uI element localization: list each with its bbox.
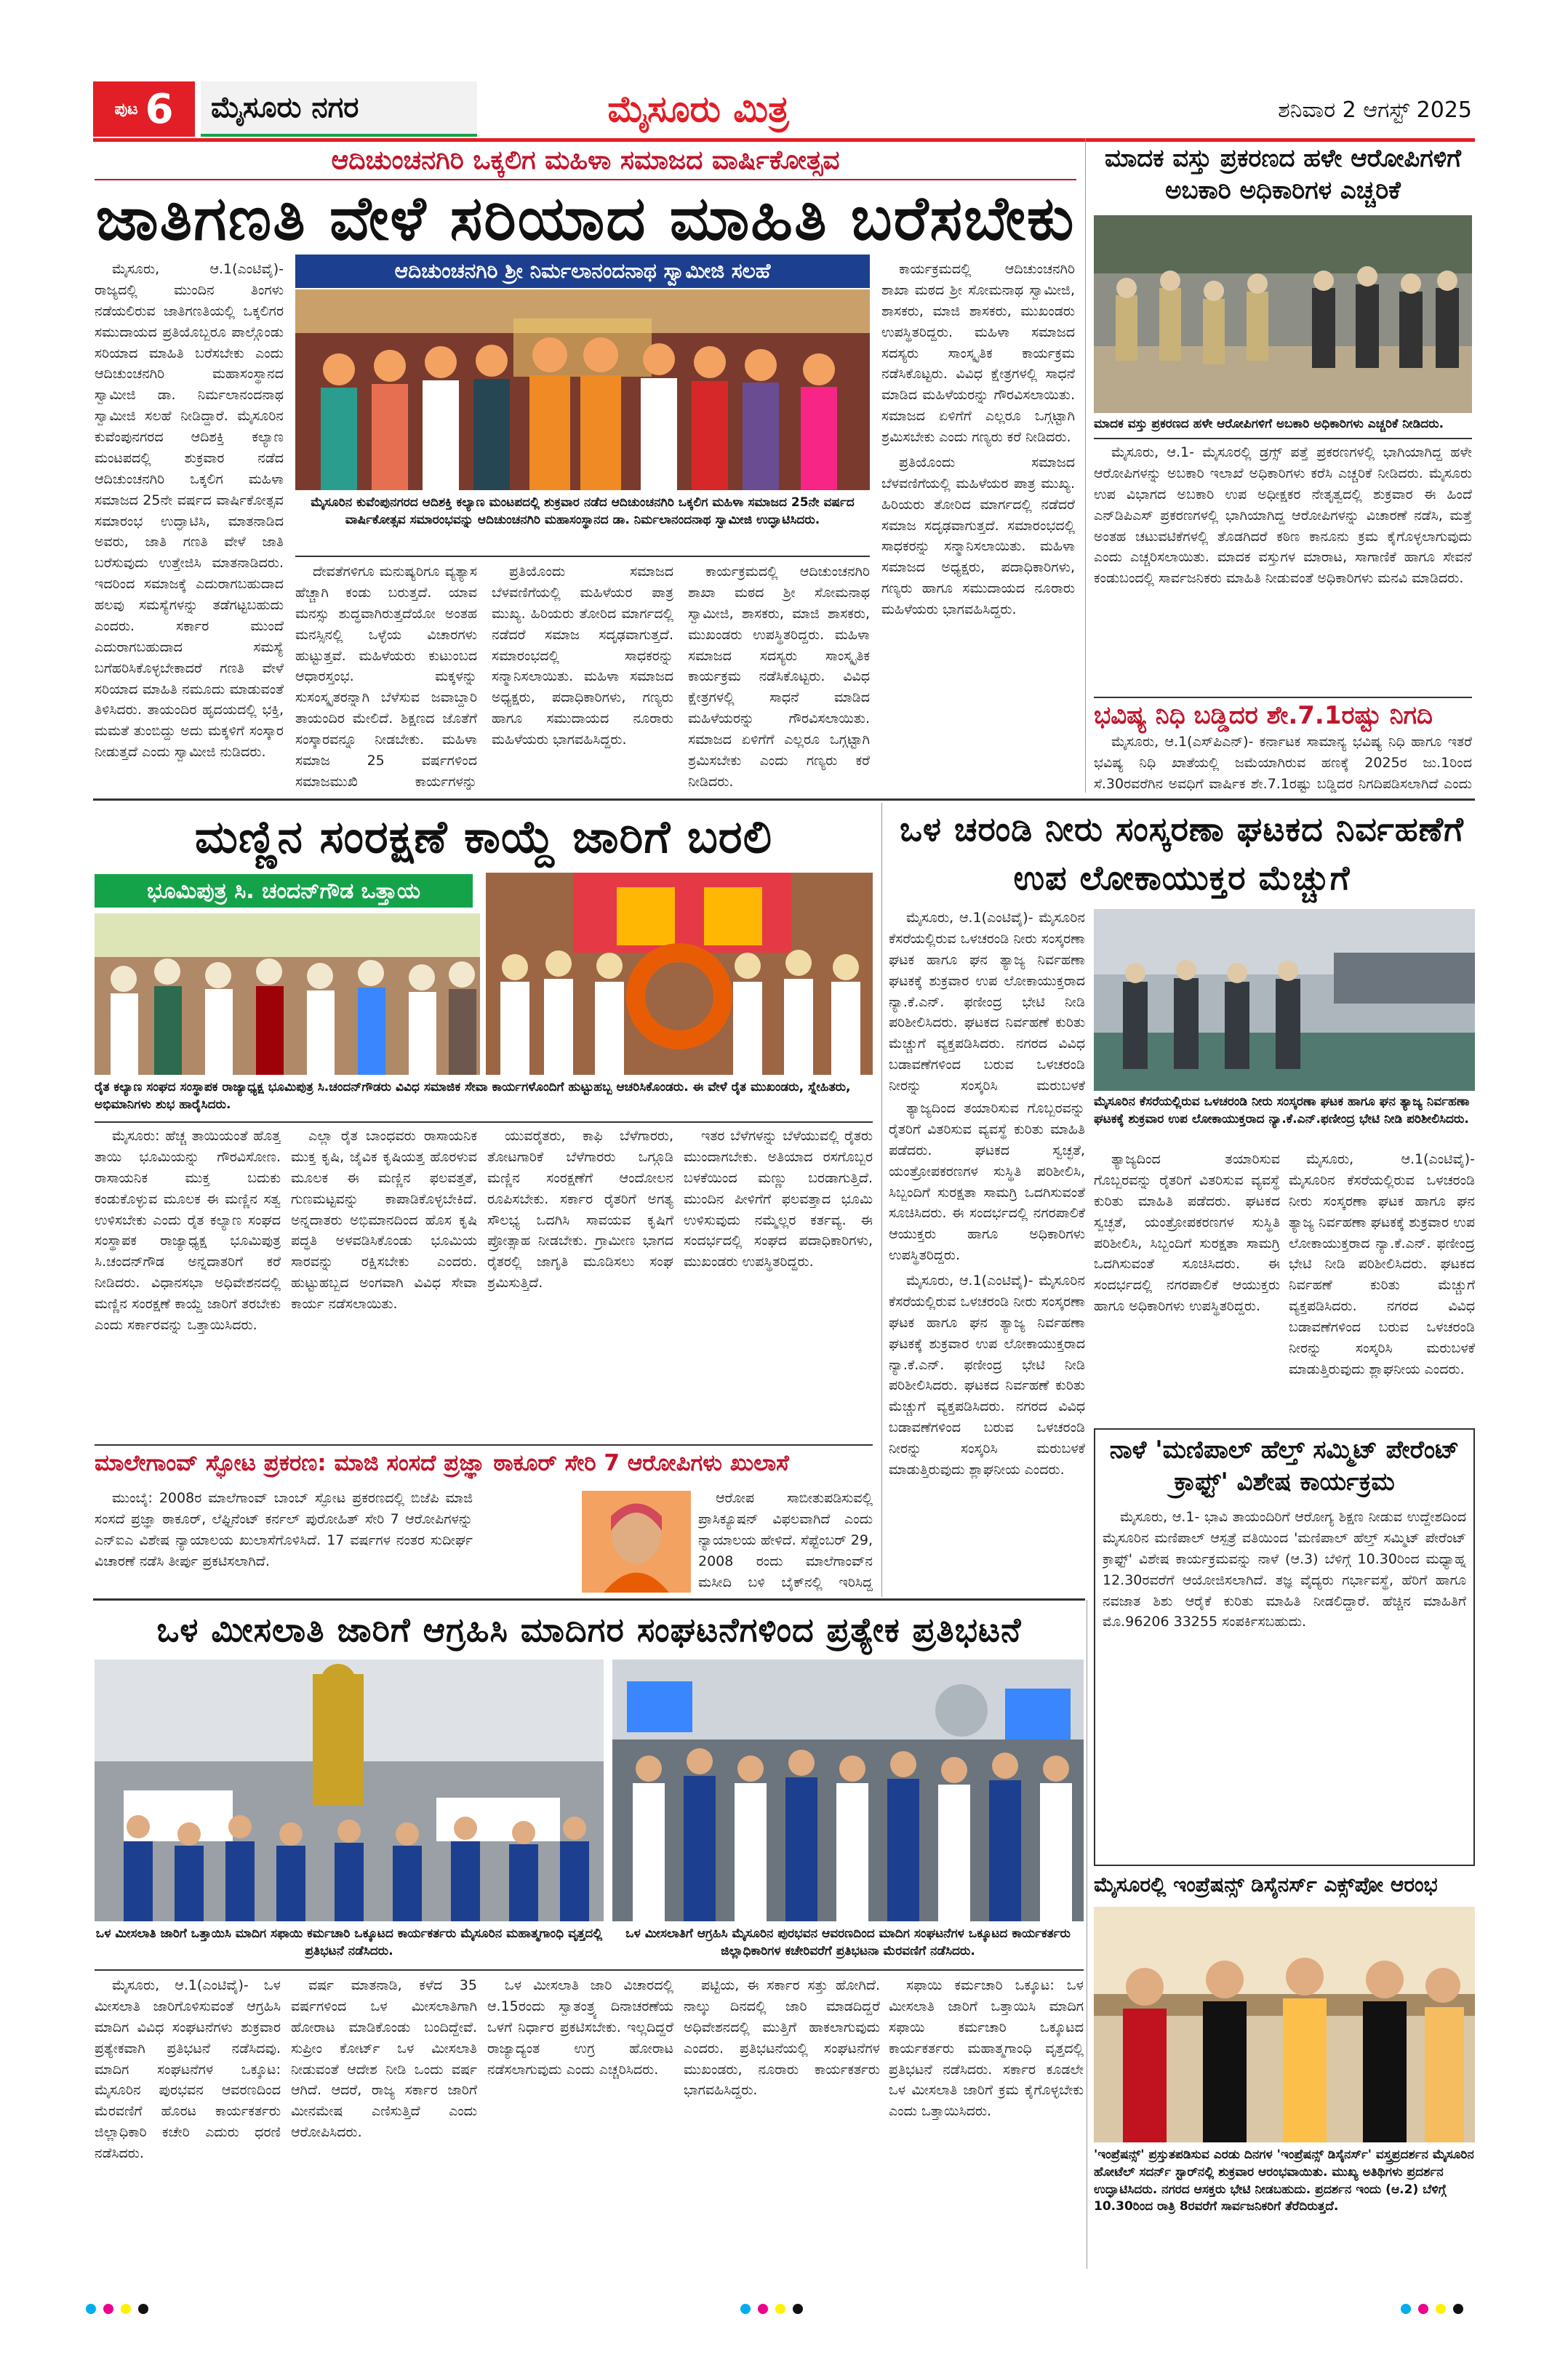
malegaon-col1-text: ಮುಂಬೈ: 2008ರ ಮಾಲೆಗಾಂವ್ ಬಾಂಬ್ ಸ್ಫೋಟ ಪ್ರಕರಣದಲ್ಲಿ ಬಿಜೆಪಿ ಮಾಜಿ ಸಂಸದೆ ಪ್ರಜ್ಞಾ ಠಾಕೂರ್, ಲೆಫ್ಟಿನೆಂಟ್ ಕರ್ನಲ್ ಪುರೋಹಿತ್ ಸೇರಿ 7 ಆರೋಪಿಗಳನ್ನು ಎನ್‌ಐಎ ವಿಶೇಷ ನ್ಯಾಯಾಲಯ ಖುಲಾಸೆಗೊಳಿಸಿದೆ. 17 ವರ್ಷಗಳ ನಂತರ ಸುದೀರ್ಘ ವಿಚಾರಣೆ ನಡೆಸಿ ತೀರ್ಪು ಪ್ರಕಟಿಸಲಾಗಿದೆ. [95,1490,473,1569]
excise-headline: ಮಾದಕ ವಸ್ತು ಪ್ರಕರಣದ ಹಳೇ ಆರೋಪಿಗಳಿಗೆ ಅಬಕಾರಿ ಅಧಿಕಾರಿಗಳ ಎಚ್ಚರಿಕೆ [1104,144,1462,206]
stp-headline: ಒಳ ಚರಂಡಿ ನೀರು ಸಂಸ್ಕರಣಾ ಘಟಕದ ನಿರ್ವಹಣೆಗೆ ಉಪ ಲೋಕಾಯುಕ್ತರ ಮೆಚ್ಚುಗೆ [900,809,1464,897]
reservation-photo-2 [612,1660,1084,1921]
reservation-caption-rule [95,1969,1084,1971]
reservation-col4-text: ಪಟ್ಟಿಯ, ಈ ಸರ್ಕಾರ ಸತ್ತು ಹೋಗಿದೆ. ನಾಲ್ಕು ದಿನದಲ್ಲಿ ಜಾರಿ ಮಾಡದಿದ್ದರೆ ಅಧಿವೇಶನದಲ್ಲಿ ಮುತ್ತಿಗೆ ಹಾಕಲಾಗುವುದು ಎಂದರು. ಪ್ರತಿಭಟನೆಯಲ್ಲಿ ಸಂಘಟನೆಗಳ ಮುಖಂಡರು, ನೂರಾರು ಕಾರ್ಯಕರ್ತರು ಭಾಗವಹಿಸಿದ್ದರು. [684,1977,880,2099]
excise-photo [1094,215,1472,413]
lead-col1-text: ಮೈಸೂರು, ಆ.1(ಎಂಟಿವೈ)- ರಾಜ್ಯದಲ್ಲಿ ಮುಂದಿನ ತಿಂಗಳು ನಡೆಯಲಿರುವ ಜಾತಿಗಣತಿಯಲ್ಲಿ ಒಕ್ಕಲಿಗರ ಸಮುದಾಯದ ಪ್ರತಿಯೊಬ್ಬರೂ ಪಾಲ್ಗೊಂಡು ಸರಿಯಾದ ಮಾಹಿತಿ ಬರೆಸಬೇಕು ಎಂದು ಆದಿಚುಂಚನಗಿರಿ ಮಹಾಸಂಸ್ಥಾನದ ಸ್ವಾಮೀಜಿ ಡಾ. ನಿರ್ಮಲಾನಂದನಾಥ ಸ್ವಾಮೀಜಿ ಸಲಹೆ ನೀಡಿದ್ದಾರೆ. ಮೈಸೂರಿನ ಕುವೆಂಪುನಗರದ ಆದಿಶಕ್ತಿ ಕಲ್ಯಾಣ ಮಂಟಪದಲ್ಲಿ ಶುಕ್ರವಾರ ನಡೆದ ಆದಿಚುಂಚನಗಿರಿ ಒಕ್ಕಲಿಗ ಮಹಿಳಾ ಸಮಾಜದ 25ನೇ ವರ್ಷದ ವಾರ್ಷಿಕೋತ್ಸವ ಸಮಾರಂಭ ಉದ್ಘಾಟಿಸಿ, ಮಾತನಾಡಿದ ಅವರು, ಜಾತಿ ಗಣತಿ ವೇಳೆ ಜಾತಿ ಬರೆಸುವುದು ಉತ್ತೇಜಿಸಿ ಮಾತನಾಡಿದರು. ಇದರಿಂದ ಸಮಾಜಕ್ಕೆ ಎದುರಾಗಬಹುದಾದ ಹಲವು ಸಮಸ್ಯೆಗಳನ್ನು ತಡೆಗಟ್ಟಬಹುದು ಎಂದರು. ಸರ್ಕಾರ ಮುಂದೆ ಎದುರಾಗಬಹುದಾದ ಸಮಸ್ಯೆ ಬಗೆಹರಿಸಿಕೊಳ್ಳಬೇಕಾದರೆ ಗಣತಿ ವೇಳೆ ಸರಿಯಾದ ಮಾಹಿತಿ ನಮೂದು ಮಾಡುವಂತೆ ತಿಳಿಸಿದರು. ತಾಯಂದಿರ ಹೃದಯದಲ್ಲಿ ಭಕ್ತಿ, ಮಮತೆ ತುಂಬಿದ್ದು ಅದು ಮಕ್ಕಳಿಗೆ ಸಂಸ್ಕಾರ ನೀಡುತ್ತದೆ ಎಂದು ಸ್ವಾಮೀಜಿ ನುಡಿದರು. [95,261,284,761]
expo-headline: ಮೈಸೂರಲ್ಲಿ ಇಂಪ್ರೆಷನ್ಸ್ ಡಿಸೈನರ್ಸ್ ಎಕ್ಸ್‌ಪೋ ಆರಂಭ [1094,1873,1438,1897]
lead-subhead: ಆದಿಚುಂಚನಗಿರಿ ಶ್ರೀ ನಿರ್ಮಲಾನಂದನಾಥ ಸ್ವಾಮೀಜಿ ಸಲಹೆ [295,255,870,288]
reservation-col3-text: ಒಳ ಮೀಸಲಾತಿ ಜಾರಿ ವಿಚಾರದಲ್ಲಿ ಆ.15ರಂದು ಸ್ವಾತಂತ್ರ್ಯ ದಿನಾಚರಣೆಯ ಒಳಗೆ ನಿರ್ಧಾರ ಪ್ರಕಟಿಸಬೇಕು. ಇಲ್ಲದಿದ್ದರೆ ರಾಜ್ಯಾದ್ಯಂತ ಉಗ್ರ ಹೋರಾಟ ನಡೆಸಲಾಗುವುದು ಎಂದು ಎಚ್ಚರಿಸಿದರು. [487,1977,673,2078]
excise-body-text: ಮೈಸೂರು, ಆ.1- ಮೈಸೂರಲ್ಲಿ ಡ್ರಗ್ಸ್ ಪತ್ತೆ ಪ್ರಕರಣಗಳಲ್ಲಿ ಭಾಗಿಯಾಗಿದ್ದ ಹಳೇ ಆರೋಪಿಗಳನ್ನು ಅಬಕಾರಿ ಇಲಾಖೆ ಅಧಿಕಾರಿಗಳು ಕರೆಸಿ ಎಚ್ಚರಿಕೆ ನೀಡಿದರು. ಮೈಸೂರು ಉಪ ವಿಭಾಗದ ಅಬಕಾರಿ ಉಪ ಅಧೀಕ್ಷಕರ ನೇತೃತ್ವದಲ್ಲಿ ಶುಕ್ರವಾರ ಈ ಹಿಂದೆ ಎನ್‌ಡಿಪಿಎಸ್ ಪ್ರಕರಣಗಳಲ್ಲಿ ಭಾಗಿಯಾಗಿದ್ದ ಆರೋಪಿಗಳನ್ನು ವಿಚಾರಣೆ ನಡೆಸಿ, ಮತ್ತೆ ಅಂತಹ ಚಟುವಟಿಕೆಗಳಲ್ಲಿ ತೊಡಗಿದರೆ ಕಠಿಣ ಕಾನೂನು ಕ್ರಮ ಕೈಗೊಳ್ಳಲಾಗುವುದು ಎಂದು ಎಚ್ಚರಿಸಲಾಯಿತು. ಮಾದಕ ವಸ್ತುಗಳ ಮಾರಾಟ, ಸಾಗಾಣಿಕೆ ಹಾಗೂ ಸೇವನೆ ಕಂಡುಬಂದಲ್ಲಿ ಸಾರ್ವಜನಿಕರು ಮಾಹಿತಿ ನೀಡುವಂತೆ ಅಧಿಕಾರಿಗಳು ಮನವಿ ಮಾಡಿದರು. [1094,444,1472,587]
pf-body [1094,732,1472,794]
stp-body4-text: ಮೈಸೂರು, ಆ.1(ಎಂಟಿವೈ)- ಮೈಸೂರಿನ ಕೆಸರೆಯಲ್ಲಿರುವ ಒಳಚರಂಡಿ ನೀರು ಸಂಸ್ಕರಣಾ ಘಟಕ ಹಾಗೂ ಘನ ತ್ಯಾಜ್ಯ ನಿರ್ವಹಣಾ ಘಟಕಕ್ಕೆ ಶುಕ್ರವಾರ ಉಪ ಲೋಕಾಯುಕ್ತರಾದ ನ್ಯಾ.ಕೆ.ಎನ್. ಫಣೀಂದ್ರ ಭೇಟಿ ನೀಡಿ ಪರಿಶೀಲಿಸಿದರು. ಘಟಕದ ನಿರ್ವಹಣೆ ಕುರಿತು ಮೆಚ್ಚುಗೆ ವ್ಯಕ್ತಪಡಿಸಿದರು. ನಗರದ ವಿವಿಧ ಬಡಾವಣೆಗಳಿಂದ ಬರುವ ಒಳಚರಂಡಿ ನೀರನ್ನು ಸಂಸ್ಕರಿಸಿ ಮರುಬಳಕೆ ಮಾಡುತ್ತಿರುವುದು ಶ್ಲಾಘನೀಯ ಎಂದರು. [1289,1151,1475,1377]
issue-date: ಶನಿವಾರ 2 ಆಗಸ್ಟ್ 2025 [1278,97,1472,123]
lead-column-2 [295,561,477,790]
soil-photo-2 [486,873,873,1075]
lead-column-1 [95,259,284,790]
expo-photo-caption: 'ಇಂಪ್ರೆಷನ್ಸ್' ಪ್ರಸ್ತುತಪಡಿಸುವ ಎರಡು ದಿನಗಳ 'ಇಂಪ್ರೆಷನ್ಸ್ ಡಿಸೈನರ್ಸ್' ವಸ್ತ್ರಪ್ರದರ್ಶನ ಮೈಸೂರಿನ ಹೋಟೆಲ್ ಸದರ್ನ್ ಸ್ಟಾರ್‌ನಲ್ಲಿ ಶುಕ್ರವಾರ ಆರಂಭವಾಯಿತು. ಮುಖ್ಯ ಅತಿಥಿಗಳು ಪ್ರದರ್ಶನ ಉದ್ಘಾಟಿಸಿದರು. ನಗರದ ಆಸಕ್ತರು ಭೇಟಿ ನೀಡಬಹುದು. ಪ್ರದರ್ಶನ ಇಂದು (ಆ.2) ಬೆಳಿಗ್ಗೆ 10.30ರಿಂದ ರಾತ್ರಿ 8ರವರೆಗೆ ಸಾರ್ವಜನಿಕರಿಗೆ ತೆರೆದಿರುತ್ತದೆ. [1094,2147,1474,2214]
stp-body1-text: ಮೈಸೂರು, ಆ.1(ಎಂಟಿವೈ)- ಮೈಸೂರಿನ ಕೆಸರೆಯಲ್ಲಿರುವ ಒಳಚರಂಡಿ ನೀರು ಸಂಸ್ಕರಣಾ ಘಟಕ ಹಾಗೂ ಘನ ತ್ಯಾಜ್ಯ ನಿರ್ವಹಣಾ ಘಟಕಕ್ಕೆ ಶುಕ್ರವಾರ ಉಪ ಲೋಕಾಯುಕ್ತರಾದ ನ್ಯಾ.ಕೆ.ಎನ್. ಫಣೀಂದ್ರ ಭೇಟಿ ನೀಡಿ ಪರಿಶೀಲಿಸಿದರು. ಘಟಕದ ನಿರ್ವಹಣೆ ಕುರಿತು ಮೆಚ್ಚುಗೆ ವ್ಯಕ್ತಪಡಿಸಿದರು. ನಗರದ ವಿವಿಧ ಬಡಾವಣೆಗಳಿಂದ ಬರುವ ಒಳಚರಂಡಿ ನೀರನ್ನು ಸಂಸ್ಕರಿಸಿ ಮರುಬಳಕೆ [889,910,1085,1094]
reservation-photo-2-caption: ಒಳ ಮೀಸಲಾತಿಗೆ ಆಗ್ರಹಿಸಿ ಮೈಸೂರಿನ ಪುರಭವನ ಆವರಣದಿಂದ ಮಾದಿಗ ಸಂಘಟನೆಗಳ ಒಕ್ಕೂಟದ ಕಾರ್ಯಕರ್ತರು ಜಿಲ್ಲಾಧಿಕಾರಿಗಳ ಕಚೇರಿವರೆಗೆ ಪ್ರತಿಭಟನಾ ಮೆರವಣಿಗೆ ನಡೆಸಿದರು. [625,1926,1071,1958]
lead-caption-rule [295,556,870,557]
soil-photo-caption: ರೈತ ಕಲ್ಯಾಣ ಸಂಘದ ಸಂಸ್ಥಾಪಕ ರಾಜ್ಯಾಧ್ಯಕ್ಷ ಭೂಮಿಪುತ್ರ ಸಿ.ಚಂದನ್‌ಗೌಡರು ವಿವಿಧ ಸಮಾಜಿಕ ಸೇವಾ ಕಾರ್ಯಗಳೊಂದಿಗೆ ಹುಟ್ಟುಹಬ್ಬ ಆಚರಿಸಿಕೊಂಡರು. ಈ ವೇಳೆ ರೈತ ಮುಖಂಡರು, ಸ್ನೇಹಿತರು, ಅಭಿಮಾನಿಗಳು ಶುಭ ಹಾರೈಸಿದರು. [95,1080,851,1112]
lead-col2-text: ದೇವತೆಗಳಿಗೂ ಮನುಷ್ಯರಿಗೂ ವ್ಯತ್ಯಾಸ ಹೆಚ್ಚಾಗಿ ಕಂಡು ಬರುತ್ತದೆ. ಯಾವ ಮನಸ್ಸು ಶುದ್ಧವಾಗಿರುತ್ತದೆಯೋ ಅಂತಹ ಮನಸ್ಸಿನಲ್ಲಿ ಒಳ್ಳೆಯ ವಿಚಾರಗಳು ಹುಟ್ಟುತ್ತವೆ. ಮಹಿಳೆಯರು ಕುಟುಂಬದ ಆಧಾರಸ್ತಂಭ. ಮಕ್ಕಳನ್ನು ಸುಸಂಸ್ಕೃತರನ್ನಾಗಿ ಬೆಳೆಸುವ ಜವಾಬ್ದಾರಿ ತಾಯಂದಿರ ಮೇಲಿದೆ. ಶಿಕ್ಷಣದ ಜೊತೆಗೆ ಸಂಸ್ಕಾರವನ್ನೂ ನೀಡಬೇಕು. ಮಹಿಳಾ ಸಮಾಜ 25 ವರ್ಷಗಳಿಂದ ಸಮಾಜಮುಖಿ ಕಾರ್ಯಗಳನ್ನು [295,564,477,790]
page-label: ಪುಟ [114,100,138,119]
reservation-column-1 [95,1975,281,2266]
stp-column-4 [1289,1149,1475,1425]
registration-marks-left [86,2304,148,2314]
lead-col3b-text: ಕಾರ್ಯಕ್ರಮದಲ್ಲಿ ಆದಿಚುಂಚನಗಿರಿ ಶಾಖಾ ಮಠದ ಶ್ರೀ ಸೋಮನಾಥ ಸ್ವಾಮೀಜಿ, ಶಾಸಕರು, ಮಾಜಿ ಶಾಸಕರು, ಮುಖಂಡರು ಉಪಸ್ಥಿತರಿದ್ದರು. ಮಹಿಳಾ ಸಮಾಜದ ಸದಸ್ಯರು ಸಾಂಸ್ಕೃತಿಕ ಕಾರ್ಯಕ್ರಮ ನಡೆಸಿಕೊಟ್ಟರು. ವಿವಿಧ ಕ್ಷೇತ್ರಗಳಲ್ಲಿ ಸಾಧನೆ ಮಾಡಿದ ಮಹಿಳೆಯರನ್ನು ಗೌರವಿಸಲಾಯಿತು. ಸಮಾಜದ ಏಳಿಗೆಗೆ ಎಲ್ಲರೂ ಒಗ್ಗಟ್ಟಾಗಿ ಶ್ರಮಿಸಬೇಕು ಎಂದು ಗಣ್ಯರು ಕರೆ ನೀಡಿದರು. [688,564,870,790]
lead-photo-caption: ಮೈಸೂರಿನ ಕುವೆಂಪುನಗರದ ಆದಿಶಕ್ತಿ ಕಲ್ಯಾಣ ಮಂಟಪದಲ್ಲಿ ಶುಕ್ರವಾರ ನಡೆದ ಆದಿಚುಂಚನಗಿರಿ ಒಕ್ಕಲಿಗ ಮಹಿಳಾ ಸಮಾಜದ 25ನೇ ವರ್ಷದ ವಾರ್ಷಿಕೋತ್ಸವ ಸಮಾರಂಭವನ್ನು ಆದಿಚುಂಚನಗಿರಿ ಮಹಾಸಂಸ್ಥಾನದ ಡಾ. ನಿರ್ಮಲಾನಂದನಾಥ ಸ್ವಾಮೀಜಿ ಉದ್ಘಾಟಿಸಿದರು. [311,495,855,527]
section-divider-2 [93,1598,1085,1601]
reservation-photo-1-caption: ಒಳ ಮೀಸಲಾತಿ ಜಾರಿಗೆ ಒತ್ತಾಯಿಸಿ ಮಾದಿಗ ಸಫಾಯಿ ಕರ್ಮಚಾರಿ ಒಕ್ಕೂಟದ ಕಾರ್ಯಕರ್ತರು ಮೈಸೂರಿನ ಮಹಾತ್ಮಗಾಂಧಿ ವೃತ್ತದಲ್ಲಿ ಪ್ರತಿಭಟನೆ ನಡೆಸಿದರು. [95,1926,603,1958]
registration-marks-right [1401,2304,1463,2314]
masthead-rule [93,138,1475,142]
stp-photo [1094,909,1475,1091]
soil-column-3 [487,1126,673,1440]
malegaon-portrait [582,1491,691,1593]
stp-body3-text: ತ್ಯಾಜ್ಯದಿಂದ ತಯಾರಿಸುವ ಗೊಬ್ಬರವನ್ನು ರೈತರಿಗೆ ವಿತರಿಸುವ ವ್ಯವಸ್ಥೆ ಕುರಿತು ಮಾಹಿತಿ ಪಡೆದರು. ಘಟಕದ ಸ್ವಚ್ಛತೆ, ಯಂತ್ರೋಪಕರಣಗಳ ಸುಸ್ಥಿತಿ ಪರಿಶೀಲಿಸಿ, ಸಿಬ್ಬಂದಿಗೆ ಸುರಕ್ಷತಾ ಸಾಮಗ್ರಿ ಒದಗಿಸುವಂತೆ ಸೂಚಿಸಿದರು. ಈ ಸಂದರ್ಭದಲ್ಲಿ ನಗರಪಾಲಿಕೆ ಆಯುಕ್ತರು ಹಾಗೂ ಅಧಿಕಾರಿಗಳು ಉಪಸ್ಥಿತರಿದ್ದರು. [1094,1151,1280,1315]
soil-col1-text: ಮೈಸೂರು: ಹೆಚ್ಚ ತಾಯಿಯಂತೆ ಹೊತ್ತ ತಾಯಿ ಭೂಮಿಯನ್ನು ಗೌರವಿಸೋಣ. ರಾಸಾಯನಿಕ ಮುಕ್ತ ಬದುಕು ಕಂಡುಕೊಳ್ಳುವ ಮೂಲಕ ಈ ಮಣ್ಣಿನ ಸತ್ವ ಉಳಿಸಬೇಕು ಎಂದು ರೈತ ಕಲ್ಯಾಣ ಸಂಘದ ಸಂಸ್ಥಾಪಕ ರಾಜ್ಯಾಧ್ಯಕ್ಷ ಭೂಮಿಪುತ್ರ ಸಿ.ಚಂದನ್‌ಗೌಡ ಅನ್ನದಾತರಿಗೆ ಕರೆ ನೀಡಿದರು. ವಿಧಾನಸಭಾ ಅಧಿವೇಶನದಲ್ಲಿ ಮಣ್ಣಿನ ಸಂರಕ್ಷಣೆ ಕಾಯ್ದೆ ಜಾರಿಗೆ ತರಬೇಕು ಎಂದು ಸರ್ಕಾರವನ್ನು ಒತ್ತಾಯಿಸಿದರು. [95,1128,281,1333]
stp-column-2 [889,1098,1085,1597]
lead-right-divider [1085,138,1086,793]
reservation-column-2 [291,1975,477,2266]
reservation-col2-text: ವರ್ಷ ಮಾತನಾಡಿ, ಕಳೆದ 35 ವರ್ಷಗಳಿಂದ ಒಳ ಮೀಸಲಾತಿಗಾಗಿ ಹೋರಾಟ ಮಾಡಿಕೊಂಡು ಬಂದಿದ್ದೇವೆ. ಸುಪ್ರೀಂ ಕೋರ್ಟ್ ಒಳ ಮೀಸಲಾತಿ ನೀಡುವಂತೆ ಆದೇಶ ನೀಡಿ ಒಂದು ವರ್ಷ ಆಗಿದೆ. ಆದರೆ, ರಾಜ್ಯ ಸರ್ಕಾರ ಜಾರಿಗೆ ಮೀನಮೇಷ ಎಣಿಸುತ್ತಿದೆ ಎಂದು ಆರೋಪಿಸಿದರು. [291,1977,477,2141]
soil-col2-text: ಎಲ್ಲಾ ರೈತ ಬಾಂಧವರು ರಾಸಾಯನಿಕ ಮುಕ್ತ ಕೃಷಿ, ಜೈವಿಕ ಕೃಷಿಯತ್ತ ಹೊರಳುವ ಮೂಲಕ ಈ ಮಣ್ಣಿನ ಫಲವತ್ತತೆ, ಗುಣಮಟ್ಟವನ್ನು ಕಾಪಾಡಿಕೊಳ್ಳಬೇಕಿದೆ. ಅನ್ನದಾತರು ಅಭಿಮಾನದಿಂದ ಹೊಸ ಕೃಷಿ ಪದ್ಧತಿ ಅಳವಡಿಸಿಕೊಂಡು ಭೂಮಿಯ ಸಾರವನ್ನು ರಕ್ಷಿಸಬೇಕು ಎಂದರು. ಹುಟ್ಟುಹಬ್ಬದ ಅಂಗವಾಗಿ ವಿವಿಧ ಸೇವಾ ಕಾರ್ಯ ನಡೆಸಲಾಯಿತು. [291,1128,477,1312]
soil-column-2 [291,1126,477,1440]
excise-photo-caption: ಮಾದಕ ವಸ್ತು ಪ್ರಕರಣದ ಹಳೇ ಆರೋಪಿಗಳಿಗೆ ಅಬಕಾರಿ ಅಧಿಕಾರಿಗಳು ಎಚ್ಚರಿಕೆ ನೀಡಿದರು. [1094,417,1444,431]
registration-marks-center [740,2304,803,2314]
section-divider-1 [93,798,1475,801]
pf-headline: ಭವಿಷ್ಯ ನಿಧಿ ಬಡ್ಡಿದರ ಶೇ.7.1ರಷ್ಟು ನಿಗದಿ [1094,701,1433,730]
malegaon-top-rule [95,1444,873,1446]
stp-body2a-text: ತ್ಯಾಜ್ಯದಿಂದ ತಯಾರಿಸುವ ಗೊಬ್ಬರವನ್ನು ರೈತರಿಗೆ ವಿತರಿಸುವ ವ್ಯವಸ್ಥೆ ಕುರಿತು ಮಾಹಿತಿ ಪಡೆದರು. ಘಟಕದ ಸ್ವಚ್ಛತೆ, ಯಂತ್ರೋಪಕರಣಗಳ ಸುಸ್ಥಿತಿ ಪರಿಶೀಲಿಸಿ, ಸಿಬ್ಬಂದಿಗೆ ಸುರಕ್ಷತಾ ಸಾಮಗ್ರಿ ಒದಗಿಸುವಂತೆ ಸೂಚಿಸಿದರು. ಈ ಸಂದರ್ಭದಲ್ಲಿ ನಗರಪಾಲಿಕೆ ಆಯುಕ್ತರು ಹಾಗೂ ಅಧಿಕಾರಿಗಳು ಉಪಸ್ಥಿತರಿದ್ದರು. [889,1100,1085,1264]
reservation-column-3 [487,1975,673,2266]
pf-top-rule [1094,697,1472,698]
soil-col3-text: ಯುವರೈತರು, ಕಾಫಿ ಬೆಳೆಗಾರರು, ತೋಟಗಾರಿಕೆ ಬೆಳೆಗಾರರು ಒಗ್ಗೂಡಿ ಮಣ್ಣಿನ ಸಂರಕ್ಷಣೆಗೆ ಆಂದೋಲನ ರೂಪಿಸಬೇಕು. ಸರ್ಕಾರ ರೈತರಿಗೆ ಅಗತ್ಯ ಸೌಲಭ್ಯ ಒದಗಿಸಿ ಸಾವಯವ ಕೃಷಿಗೆ ಪ್ರೋತ್ಸಾಹ ನೀಡಬೇಕು. ಗ್ರಾಮೀಣ ಭಾಗದ ರೈತರಲ್ಲಿ ಜಾಗೃತಿ ಮೂಡಿಸಲು ಸಂಘ ಶ್ರಮಿಸುತ್ತಿದೆ. [487,1128,673,1292]
lead-kicker: ಆದಿಚುಂಚನಗಿರಿ ಒಕ್ಕಲಿಗ ಮಹಿಳಾ ಸಮಾಜದ ವಾರ್ಷಿಕೋತ್ಸವ [95,143,1076,180]
soil-subhead: ಭೂಮಿಪುತ್ರ ಸಿ. ಚಂದನ್‌ಗೌಡ ಒತ್ತಾಯ [95,874,473,908]
pf-body-text: ಮೈಸೂರು, ಆ.1(ಎಸ್‌ಪಿಎನ್)- ಕರ್ನಾಟಕ ಸಾಮಾನ್ಯ ಭವಿಷ್ಯ ನಿಧಿ ಹಾಗೂ ಇತರೆ ಭವಿಷ್ಯ ನಿಧಿ ಖಾತೆಯಲ್ಲಿ ಜಮೆಯಾಗಿರುವ ಹಣಕ್ಕೆ 2025ರ ಜು.1ರಿಂದ ಸೆ.30ರವರೆಗಿನ ಅವಧಿಗೆ ವಾರ್ಷಿಕ ಶೇ.7.1ರಷ್ಟು ಬಡ್ಡಿದರ ನಿಗದಿಪಡಿಸಲಾಗಿದೆ ಎಂದು [1094,734,1472,792]
soil-col4-text: ಇತರ ಬೆಳೆಗಳನ್ನು ಬೆಳೆಯುವಲ್ಲಿ ರೈತರು ಮುಂದಾಗಬೇಕು. ಅತಿಯಾದ ರಸಗೊಬ್ಬರ ಬಳಕೆಯಿಂದ ಮಣ್ಣು ಬರಡಾಗುತ್ತಿದೆ. ಮುಂದಿನ ಪೀಳಿಗೆಗೆ ಫಲವತ್ತಾದ ಭೂಮಿ ಉಳಿಸುವುದು ನಮ್ಮೆಲ್ಲರ ಕರ್ತವ್ಯ. ಈ ಸಂದರ್ಭದಲ್ಲಿ ಸಂಘದ ಪದಾಧಿಕಾರಿಗಳು, ಮುಖಂಡರು ಉಪಸ್ಥಿತರಿದ್ದರು. [684,1128,873,1270]
stp-column-1 [889,908,1085,1095]
excise-caption-rule [1094,438,1472,439]
expo-photo [1094,1907,1475,2142]
lead-column-4 [881,259,1075,790]
soil-caption-rule [95,1121,873,1123]
malegaon-col2-text: ಆರೋಪ ಸಾಬೀತುಪಡಿಸುವಲ್ಲಿ ಪ್ರಾಸಿಕ್ಯೂಷನ್ ವಿಫಲವಾಗಿದೆ ಎಂದು ನ್ಯಾಯಾಲಯ ಹೇಳಿದೆ. ಸೆಪ್ಟೆಂಬರ್ 29, 2008 ರಂದು ಮಾಲೆಗಾಂವ್‌ನ ಮಸೀದಿ ಬಳಿ ಬೈಕ್‌ನಲ್ಲಿ ಇರಿಸಿದ್ದ [698,1490,873,1590]
paper-name-logo: ಮೈಸೂರು ಮಿತ್ರ [509,79,887,140]
soil-column-4 [684,1126,873,1440]
soil-right-divider [881,803,882,1597]
manipal-headline: ನಾಳೆ 'ಮಣಿಪಾಲ್ ಹೆಲ್ತ್ ಸಮ್ಮಿಟ್ ಪೇರೆಂಟ್ ಕ್ರಾಫ್ಟ್' ವಿಶೇಷ ಕಾರ್ಯಕ್ರಮ [1109,1436,1460,1497]
lead-photo [295,289,870,490]
malegaon-headline: ಮಾಲೇಗಾಂವ್ ಸ್ಫೋಟ ಪ್ರಕರಣ: ಮಾಜಿ ಸಂಸದೆ ಪ್ರಜ್ಞಾ ಠಾಕೂರ್ ಸೇರಿ 7 ಆರೋಪಿಗಳು ಖುಲಾಸೆ [95,1450,789,1476]
lead-column-3 [492,561,673,790]
malegaon-column-1 [95,1488,473,1594]
reservation-column-4 [684,1975,880,2266]
section-title: ಮೈಸೂರು ನಗರ [201,81,477,137]
lead-col4-text: ಕಾರ್ಯಕ್ರಮದಲ್ಲಿ ಆದಿಚುಂಚನಗಿರಿ ಶಾಖಾ ಮಠದ ಶ್ರೀ ಸೋಮನಾಥ ಸ್ವಾಮೀಜಿ, ಶಾಸಕರು, ಮಾಜಿ ಶಾಸಕರು, ಮುಖಂಡರು ಉಪಸ್ಥಿತರಿದ್ದರು. ಮಹಿಳಾ ಸಮಾಜದ ಸದಸ್ಯರು ಸಾಂಸ್ಕೃತಿಕ ಕಾರ್ಯಕ್ರಮ ನಡೆಸಿಕೊಟ್ಟರು. ವಿವಿಧ ಕ್ಷೇತ್ರಗಳಲ್ಲಿ ಸಾಧನೆ ಮಾಡಿದ ಮಹಿಳೆಯರನ್ನು ಗೌರವಿಸಲಾಯಿತು. ಸಮಾಜದ ಏಳಿಗೆಗೆ ಎಲ್ಲರೂ ಒಗ್ಗಟ್ಟಾಗಿ ಶ್ರಮಿಸಬೇಕು ಎಂದು ಗಣ್ಯರು ಕರೆ ನೀಡಿದರು. [881,261,1075,445]
reservation-col1-text: ಮೈಸೂರು, ಆ.1(ಎಂಟಿವೈ)- ಒಳ ಮೀಸಲಾತಿ ಜಾರಿಗೊಳಿಸುವಂತೆ ಆಗ್ರಹಿಸಿ ಮಾದಿಗ ವಿವಿಧ ಸಂಘಟನೆಗಳು ಶುಕ್ರವಾರ ಪ್ರತ್ಯೇಕವಾಗಿ ಪ್ರತಿಭಟನೆ ನಡೆಸಿದವು. ಮಾದಿಗ ಸಂಘಟನೆಗಳ ಒಕ್ಕೂಟ: ಮೈಸೂರಿನ ಪುರಭವನ ಆವರಣದಿಂದ ಮೆರವಣಿಗೆ ಹೊರಟ ಕಾರ್ಯಕರ್ತರು ಜಿಲ್ಲಾಧಿಕಾರಿ ಕಚೇರಿ ಎದುರು ಧರಣಿ ನಡೆಸಿದರು. [95,1977,281,2161]
reservation-headline: ಒಳ ಮೀಸಲಾತಿ ಜಾರಿಗೆ ಆಗ್ರಹಿಸಿ ಮಾದಿಗರ ಸಂಘಟನೆಗಳಿಂದ ಪ್ರತ್ಯೇಕ ಪ್ರತಿಭಟನೆ [156,1609,1022,1649]
stp-body2b-text: ಮೈಸೂರು, ಆ.1(ಎಂಟಿವೈ)- ಮೈಸೂರಿನ ಕೆಸರೆಯಲ್ಲಿರುವ ಒಳಚರಂಡಿ ನೀರು ಸಂಸ್ಕರಣಾ ಘಟಕ ಹಾಗೂ ಘನ ತ್ಯಾಜ್ಯ ನಿರ್ವಹಣಾ ಘಟಕಕ್ಕೆ ಶುಕ್ರವಾರ ಉಪ ಲೋಕಾಯುಕ್ತರಾದ ನ್ಯಾ.ಕೆ.ಎನ್. ಫಣೀಂದ್ರ ಭೇಟಿ ನೀಡಿ ಪರಿಶೀಲಿಸಿದರು. ಘಟಕದ ನಿರ್ವಹಣೆ ಕುರಿತು ಮೆಚ್ಚುಗೆ ವ್ಯಕ್ತಪಡಿಸಿದರು. ನಗರದ ವಿವಿಧ ಬಡಾವಣೆಗಳಿಂದ ಬರುವ ಒಳಚರಂಡಿ ನೀರನ್ನು ಸಂಸ್ಕರಿಸಿ ಮರುಬಳಕೆ ಮಾಡುತ್ತಿರುವುದು ಶ್ಲಾಘನೀಯ ಎಂದರು. [889,1273,1085,1478]
page-number-badge [93,81,195,137]
lead-col4b-text: ಪ್ರತಿಯೊಂದು ಸಮಾಜದ ಬೆಳವಣಿಗೆಯಲ್ಲಿ ಮಹಿಳೆಯರ ಪಾತ್ರ ಮುಖ್ಯ. ಹಿರಿಯರು ತೋರಿದ ಮಾರ್ಗದಲ್ಲಿ ನಡೆದರೆ ಸಮಾಜ ಸದೃಢವಾಗುತ್ತದೆ. ಸಮಾರಂಭದಲ್ಲಿ ಸಾಧಕರನ್ನು ಸನ್ಮಾನಿಸಲಾಯಿತು. ಮಹಿಳಾ ಸಮಾಜದ ಅಧ್ಯಕ್ಷರು, ಪದಾಧಿಕಾರಿಗಳು, ಗಣ್ಯರು ಹಾಗೂ ಸಮುದಾಯದ ನೂರಾರು ಮಹಿಳೆಯರು ಭಾಗವಹಿಸಿದ್ದರು. [881,454,1075,617]
reservation-col5-text: ಸಫಾಯಿ ಕರ್ಮಚಾರಿ ಒಕ್ಕೂಟ: ಒಳ ಮೀಸಲಾತಿ ಜಾರಿಗೆ ಒತ್ತಾಯಿಸಿ ಮಾದಿಗ ಸಫಾಯಿ ಕರ್ಮಚಾರಿ ಒಕ್ಕೂಟದ ಕಾರ್ಯಕರ್ತರು ಮಹಾತ್ಮಗಾಂಧಿ ವೃತ್ತದಲ್ಲಿ ಪ್ರತಿಭಟನೆ ನಡೆಸಿದರು. ಸರ್ಕಾರ ಕೂಡಲೇ ಒಳ ಮೀಸಲಾತಿ ಜಾರಿಗೆ ಕ್ರಮ ಕೈಗೊಳ್ಳಬೇಕು ಎಂದು ಒತ್ತಾಯಿಸಿದರು. [889,1977,1084,2120]
soil-photo-1 [95,913,480,1075]
malegaon-column-2 [698,1488,873,1594]
lead-column-3b [688,561,870,790]
soil-column-1 [95,1126,281,1440]
excise-body [1094,442,1472,691]
page-number: 6 [145,85,174,133]
manipal-body [1103,1507,1466,1859]
lead-col3-text: ಪ್ರತಿಯೊಂದು ಸಮಾಜದ ಬೆಳವಣಿಗೆಯಲ್ಲಿ ಮಹಿಳೆಯರ ಪಾತ್ರ ಮುಖ್ಯ. ಹಿರಿಯರು ತೋರಿದ ಮಾರ್ಗದಲ್ಲಿ ನಡೆದರೆ ಸಮಾಜ ಸದೃಢವಾಗುತ್ತದೆ. ಸಮಾರಂಭದಲ್ಲಿ ಸಾಧಕರನ್ನು ಸನ್ಮಾನಿಸಲಾಯಿತು. ಮಹಿಳಾ ಸಮಾಜದ ಅಧ್ಯಕ್ಷರು, ಪದಾಧಿಕಾರಿಗಳು, ಗಣ್ಯರು ಹಾಗೂ ಸಮುದಾಯದ ನೂರಾರು ಮಹಿಳೆಯರು ಭಾಗವಹಿಸಿದ್ದರು. [492,564,673,748]
stp-photo-caption: ಮೈಸೂರಿನ ಕೆಸರೆಯಲ್ಲಿರುವ ಒಳಚರಂಡಿ ನೀರು ಸಂಸ್ಕರಣಾ ಘಟಕ ಹಾಗೂ ಘನ ತ್ಯಾಜ್ಯ ನಿರ್ವಹಣಾ ಘಟಕಕ್ಕೆ ಶುಕ್ರವಾರ ಉಪ ಲೋಕಾಯುಕ್ತರಾದ ನ್ಯಾ.ಕೆ.ಎನ್.ಫಣೀಂದ್ರ ಭೇಟಿ ನೀಡಿ ಪರಿಶೀಲಿಸಿದರು. [1094,1094,1470,1126]
lead-headline: ಜಾತಿಗಣತಿ ವೇಳೆ ಸರಿಯಾದ ಮಾಹಿತಿ ಬರೆಸಬೇಕು [95,182,1076,254]
reservation-photo-1 [95,1660,604,1921]
reservation-column-5 [889,1975,1084,2266]
soil-headline: ಮಣ್ಣಿನ ಸಂರಕ್ಷಣೆ ಕಾಯ್ದೆ ಜಾರಿಗೆ ಬರಲಿ [194,809,773,863]
manipal-body-text: ಮೈಸೂರು, ಆ.1- ಭಾವಿ ತಾಯಂದಿರಿಗೆ ಆರೋಗ್ಯ ಶಿಕ್ಷಣ ನೀಡುವ ಉದ್ದೇಶದಿಂದ ಮೈಸೂರಿನ ಮಣಿಪಾಲ್ ಆಸ್ಪತ್ರೆ ವತಿಯಿಂದ 'ಮಣಿಪಾಲ್ ಹೆಲ್ತ್ ಸಮ್ಮಿಟ್ ಪೇರೆಂಟ್ ಕ್ರಾಫ್ಟ್' ವಿಶೇಷ ಕಾರ್ಯಕ್ರಮವನ್ನು ನಾಳೆ (ಆ.3) ಬೆಳಿಗ್ಗೆ 10.30ರಿಂದ ಮಧ್ಯಾಹ್ನ 12.30ರವರೆಗೆ ಆಯೋಜಿಸಲಾಗಿದೆ. ತಜ್ಞ ವೈದ್ಯರು ಗರ್ಭಾವಸ್ಥೆ, ಹೆರಿಗೆ ಹಾಗೂ ನವಜಾತ ಶಿಶು ಆರೈಕೆ ಕುರಿತು ಮಾಹಿತಿ ನೀಡಲಿದ್ದಾರೆ. ಹೆಚ್ಚಿನ ಮಾಹಿತಿಗೆ ಮೊ.96206 33255 ಸಂಪರ್ಕಿಸಬಹುದು. [1103,1509,1466,1630]
